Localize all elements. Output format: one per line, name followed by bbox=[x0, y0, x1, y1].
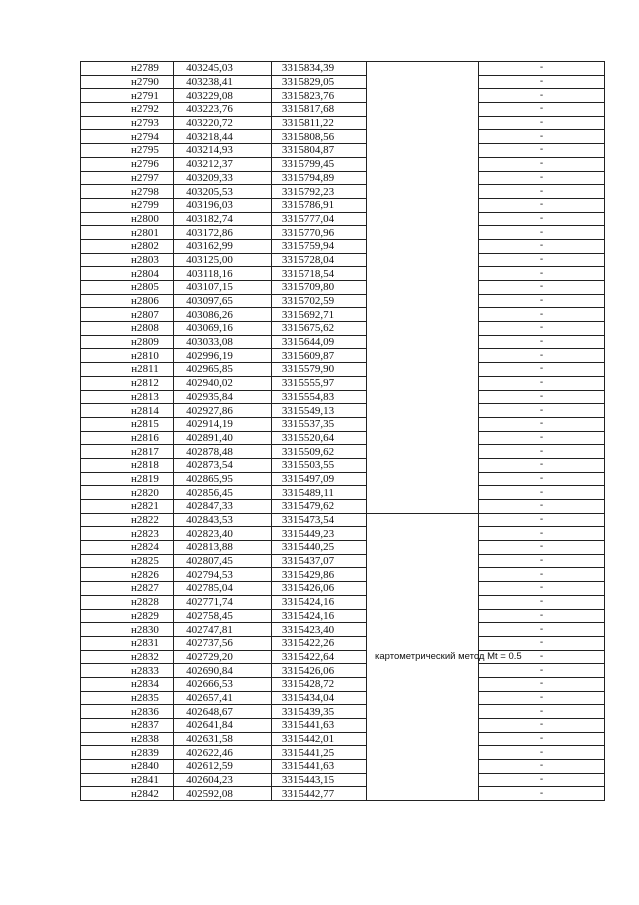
dash-cell: - bbox=[479, 308, 605, 322]
y-coordinate-cell: 3315702,59 bbox=[272, 294, 367, 308]
dash-cell: - bbox=[479, 719, 605, 733]
x-coordinate-cell: 403205,53 bbox=[174, 185, 272, 199]
x-coordinate-cell: 403238,41 bbox=[174, 75, 272, 89]
table-row bbox=[81, 144, 605, 158]
point-name-cell: н2836 bbox=[81, 705, 174, 719]
table-row bbox=[81, 103, 605, 117]
x-coordinate-cell: 403086,26 bbox=[174, 308, 272, 322]
dash-cell: - bbox=[479, 363, 605, 377]
point-name-cell: н2834 bbox=[81, 677, 174, 691]
point-name-cell: н2798 bbox=[81, 185, 174, 199]
y-coordinate-cell: 3315434,04 bbox=[272, 691, 367, 705]
table-row bbox=[81, 445, 605, 459]
x-coordinate-cell: 403223,76 bbox=[174, 103, 272, 117]
point-name-cell: н2799 bbox=[81, 198, 174, 212]
point-name-cell: н2839 bbox=[81, 746, 174, 760]
x-coordinate-cell: 403172,86 bbox=[174, 226, 272, 240]
point-name-cell: н2823 bbox=[81, 527, 174, 541]
dash-cell: - bbox=[479, 144, 605, 158]
table-row bbox=[81, 390, 605, 404]
x-coordinate-cell: 403245,03 bbox=[174, 62, 272, 76]
y-coordinate-cell: 3315424,16 bbox=[272, 595, 367, 609]
point-name-cell: н2795 bbox=[81, 144, 174, 158]
table-row bbox=[81, 322, 605, 336]
y-coordinate-cell: 3315443,15 bbox=[272, 773, 367, 787]
dash-cell: - bbox=[479, 417, 605, 431]
dash-cell: - bbox=[479, 390, 605, 404]
x-coordinate-cell: 402592,08 bbox=[174, 787, 272, 801]
y-coordinate-cell: 3315422,26 bbox=[272, 636, 367, 650]
table-row bbox=[81, 335, 605, 349]
dash-cell: - bbox=[479, 212, 605, 226]
point-name-cell: н2820 bbox=[81, 486, 174, 500]
dash-cell: - bbox=[479, 267, 605, 281]
dash-cell: - bbox=[479, 431, 605, 445]
x-coordinate-cell: 402935,84 bbox=[174, 390, 272, 404]
table-row bbox=[81, 746, 605, 760]
table-row bbox=[81, 212, 605, 226]
x-coordinate-cell: 402690,84 bbox=[174, 664, 272, 678]
dash-cell: - bbox=[479, 773, 605, 787]
y-coordinate-cell: 3315537,35 bbox=[272, 417, 367, 431]
y-coordinate-cell: 3315759,94 bbox=[272, 239, 367, 253]
coordinates-table-body bbox=[81, 62, 605, 801]
y-coordinate-cell: 3315692,71 bbox=[272, 308, 367, 322]
table-row bbox=[81, 75, 605, 89]
x-coordinate-cell: 402856,45 bbox=[174, 486, 272, 500]
table-row bbox=[81, 431, 605, 445]
dash-cell: - bbox=[479, 705, 605, 719]
table-row bbox=[81, 595, 605, 609]
x-coordinate-cell: 403218,44 bbox=[174, 130, 272, 144]
table-row bbox=[81, 732, 605, 746]
y-coordinate-cell: 3315428,72 bbox=[272, 677, 367, 691]
point-name-cell: н2809 bbox=[81, 335, 174, 349]
table-row bbox=[81, 513, 605, 527]
x-coordinate-cell: 402891,40 bbox=[174, 431, 272, 445]
x-coordinate-cell: 403162,99 bbox=[174, 239, 272, 253]
dash-cell: - bbox=[479, 239, 605, 253]
dash-cell: - bbox=[479, 376, 605, 390]
y-coordinate-cell: 3315718,54 bbox=[272, 267, 367, 281]
dash-cell: - bbox=[479, 609, 605, 623]
table-row bbox=[81, 541, 605, 555]
x-coordinate-cell: 403182,74 bbox=[174, 212, 272, 226]
y-coordinate-cell: 3315728,04 bbox=[272, 253, 367, 267]
dash-cell: - bbox=[479, 527, 605, 541]
point-name-cell: н2825 bbox=[81, 554, 174, 568]
dash-cell: - bbox=[479, 554, 605, 568]
dash-cell: - bbox=[479, 472, 605, 486]
method-text: картометрический метод Mt = 0.5 bbox=[375, 650, 522, 662]
dash-cell: - bbox=[479, 198, 605, 212]
x-coordinate-cell: 403069,16 bbox=[174, 322, 272, 336]
dash-cell: - bbox=[479, 185, 605, 199]
table-row bbox=[81, 527, 605, 541]
table-row bbox=[81, 363, 605, 377]
point-name-cell: н2822 bbox=[81, 513, 174, 527]
table-row bbox=[81, 760, 605, 774]
x-coordinate-cell: 402747,81 bbox=[174, 623, 272, 637]
point-name-cell: н2802 bbox=[81, 239, 174, 253]
x-coordinate-cell: 402873,54 bbox=[174, 458, 272, 472]
dash-cell: - bbox=[479, 760, 605, 774]
point-name-cell: н2828 bbox=[81, 595, 174, 609]
dash-cell: - bbox=[479, 281, 605, 295]
table-row bbox=[81, 636, 605, 650]
table-row bbox=[81, 417, 605, 431]
x-coordinate-cell: 402612,59 bbox=[174, 760, 272, 774]
dash-cell: - bbox=[479, 322, 605, 336]
point-name-cell: н2833 bbox=[81, 664, 174, 678]
table-row bbox=[81, 281, 605, 295]
x-coordinate-cell: 402927,86 bbox=[174, 404, 272, 418]
dash-cell: - bbox=[479, 335, 605, 349]
y-coordinate-cell: 3315554,83 bbox=[272, 390, 367, 404]
x-coordinate-cell: 403212,37 bbox=[174, 157, 272, 171]
table-row bbox=[81, 294, 605, 308]
y-coordinate-cell: 3315823,76 bbox=[272, 89, 367, 103]
y-coordinate-cell: 3315709,80 bbox=[272, 281, 367, 295]
dash-cell: - bbox=[479, 636, 605, 650]
table-row bbox=[81, 116, 605, 130]
dash-cell: - bbox=[479, 691, 605, 705]
x-coordinate-cell: 403125,00 bbox=[174, 253, 272, 267]
table-row bbox=[81, 568, 605, 582]
x-coordinate-cell: 402878,48 bbox=[174, 445, 272, 459]
table-row bbox=[81, 623, 605, 637]
point-name-cell: н2805 bbox=[81, 281, 174, 295]
y-coordinate-cell: 3315426,06 bbox=[272, 582, 367, 596]
table-row bbox=[81, 500, 605, 514]
x-coordinate-cell: 403220,72 bbox=[174, 116, 272, 130]
y-coordinate-cell: 3315473,54 bbox=[272, 513, 367, 527]
dash-cell: - bbox=[479, 541, 605, 555]
point-name-cell: н2810 bbox=[81, 349, 174, 363]
dash-cell: - bbox=[479, 62, 605, 76]
point-name-cell: н2840 bbox=[81, 760, 174, 774]
table-row bbox=[81, 582, 605, 596]
x-coordinate-cell: 403214,93 bbox=[174, 144, 272, 158]
x-coordinate-cell: 402794,53 bbox=[174, 568, 272, 582]
dash-cell: - bbox=[479, 458, 605, 472]
table-row bbox=[81, 198, 605, 212]
y-coordinate-cell: 3315811,22 bbox=[272, 116, 367, 130]
point-name-cell: н2837 bbox=[81, 719, 174, 733]
x-coordinate-cell: 402996,19 bbox=[174, 349, 272, 363]
y-coordinate-cell: 3315442,01 bbox=[272, 732, 367, 746]
y-coordinate-cell: 3315834,39 bbox=[272, 62, 367, 76]
table-row bbox=[81, 171, 605, 185]
y-coordinate-cell: 3315509,62 bbox=[272, 445, 367, 459]
x-coordinate-cell: 403209,33 bbox=[174, 171, 272, 185]
x-coordinate-cell: 402758,45 bbox=[174, 609, 272, 623]
point-name-cell: н2797 bbox=[81, 171, 174, 185]
table-row bbox=[81, 253, 605, 267]
point-name-cell: н2842 bbox=[81, 787, 174, 801]
table-row bbox=[81, 404, 605, 418]
dash-cell: - bbox=[479, 445, 605, 459]
dash-cell: - bbox=[479, 75, 605, 89]
y-coordinate-cell: 3315440,25 bbox=[272, 541, 367, 555]
y-coordinate-cell: 3315794,89 bbox=[272, 171, 367, 185]
table-row bbox=[81, 239, 605, 253]
table-row bbox=[81, 705, 605, 719]
table-row bbox=[81, 458, 605, 472]
dash-cell: - bbox=[479, 349, 605, 363]
x-coordinate-cell: 402940,02 bbox=[174, 376, 272, 390]
y-coordinate-cell: 3315520,64 bbox=[272, 431, 367, 445]
y-coordinate-cell: 3315441,25 bbox=[272, 746, 367, 760]
table-row bbox=[81, 677, 605, 691]
point-name-cell: н2821 bbox=[81, 500, 174, 514]
x-coordinate-cell: 402865,95 bbox=[174, 472, 272, 486]
x-coordinate-cell: 403033,08 bbox=[174, 335, 272, 349]
table-row bbox=[81, 719, 605, 733]
point-name-cell: н2838 bbox=[81, 732, 174, 746]
point-name-cell: н2794 bbox=[81, 130, 174, 144]
x-coordinate-cell: 402631,58 bbox=[174, 732, 272, 746]
dash-cell: - bbox=[479, 404, 605, 418]
x-coordinate-cell: 402823,40 bbox=[174, 527, 272, 541]
table-row bbox=[81, 308, 605, 322]
dash-cell: - bbox=[479, 171, 605, 185]
dash-cell: - bbox=[479, 582, 605, 596]
x-coordinate-cell: 402641,84 bbox=[174, 719, 272, 733]
table-row bbox=[81, 89, 605, 103]
table-row bbox=[81, 267, 605, 281]
dash-cell: - bbox=[479, 294, 605, 308]
point-name-cell: н2808 bbox=[81, 322, 174, 336]
point-name-cell: н2790 bbox=[81, 75, 174, 89]
x-coordinate-cell: 403097,65 bbox=[174, 294, 272, 308]
dash-cell: - bbox=[479, 500, 605, 514]
table-row bbox=[81, 609, 605, 623]
y-coordinate-cell: 3315579,90 bbox=[272, 363, 367, 377]
method-cell bbox=[367, 513, 522, 800]
y-coordinate-cell: 3315792,23 bbox=[272, 185, 367, 199]
point-name-cell: н2816 bbox=[81, 431, 174, 445]
y-coordinate-cell: 3315439,35 bbox=[272, 705, 367, 719]
dash-cell: - bbox=[479, 253, 605, 267]
y-coordinate-cell: 3315424,16 bbox=[272, 609, 367, 623]
y-coordinate-cell: 3315442,77 bbox=[272, 787, 367, 801]
point-name-cell: н2801 bbox=[81, 226, 174, 240]
y-coordinate-cell: 3315422,64 bbox=[272, 650, 367, 664]
point-name-cell: н2814 bbox=[81, 404, 174, 418]
point-name-cell: н2815 bbox=[81, 417, 174, 431]
y-coordinate-cell: 3315799,45 bbox=[272, 157, 367, 171]
y-coordinate-cell: 3315829,05 bbox=[272, 75, 367, 89]
coordinates-table bbox=[80, 61, 605, 801]
y-coordinate-cell: 3315489,11 bbox=[272, 486, 367, 500]
x-coordinate-cell: 402666,53 bbox=[174, 677, 272, 691]
y-coordinate-cell: 3315675,62 bbox=[272, 322, 367, 336]
y-coordinate-cell: 3315437,07 bbox=[272, 554, 367, 568]
point-name-cell: н2829 bbox=[81, 609, 174, 623]
dash-cell: - bbox=[479, 623, 605, 637]
dash-cell: - bbox=[479, 103, 605, 117]
y-coordinate-cell: 3315786,91 bbox=[272, 198, 367, 212]
point-name-cell: н2831 bbox=[81, 636, 174, 650]
table-row bbox=[81, 472, 605, 486]
dash-cell: - bbox=[479, 746, 605, 760]
x-coordinate-cell: 402622,46 bbox=[174, 746, 272, 760]
point-name-cell: н2803 bbox=[81, 253, 174, 267]
y-coordinate-cell: 3315609,87 bbox=[272, 349, 367, 363]
table-row bbox=[81, 664, 605, 678]
x-coordinate-cell: 402965,85 bbox=[174, 363, 272, 377]
dash-cell: - bbox=[479, 650, 605, 664]
point-name-cell: н2818 bbox=[81, 458, 174, 472]
table-row bbox=[81, 787, 605, 801]
y-coordinate-cell: 3315497,09 bbox=[272, 472, 367, 486]
x-coordinate-cell: 403118,16 bbox=[174, 267, 272, 281]
point-name-cell: н2796 bbox=[81, 157, 174, 171]
dash-cell: - bbox=[479, 513, 605, 527]
y-coordinate-cell: 3315449,23 bbox=[272, 527, 367, 541]
point-name-cell: н2819 bbox=[81, 472, 174, 486]
x-coordinate-cell: 402847,33 bbox=[174, 500, 272, 514]
table-row bbox=[81, 691, 605, 705]
table-row bbox=[81, 130, 605, 144]
point-name-cell: н2800 bbox=[81, 212, 174, 226]
y-coordinate-cell: 3315429,86 bbox=[272, 568, 367, 582]
y-coordinate-cell: 3315804,87 bbox=[272, 144, 367, 158]
y-coordinate-cell: 3315503,55 bbox=[272, 458, 367, 472]
point-name-cell: н2832 bbox=[81, 650, 174, 664]
y-coordinate-cell: 3315770,96 bbox=[272, 226, 367, 240]
point-name-cell: н2812 bbox=[81, 376, 174, 390]
x-coordinate-cell: 402737,56 bbox=[174, 636, 272, 650]
point-name-cell: н2830 bbox=[81, 623, 174, 637]
dash-cell: - bbox=[479, 130, 605, 144]
dash-cell: - bbox=[479, 486, 605, 500]
table-row bbox=[81, 773, 605, 787]
dash-cell: - bbox=[479, 226, 605, 240]
table-row bbox=[81, 486, 605, 500]
x-coordinate-cell: 402813,88 bbox=[174, 541, 272, 555]
table-row bbox=[81, 226, 605, 240]
point-name-cell: н2806 bbox=[81, 294, 174, 308]
table-row bbox=[81, 650, 605, 664]
table-row bbox=[81, 349, 605, 363]
dash-cell: - bbox=[479, 787, 605, 801]
dash-cell: - bbox=[479, 677, 605, 691]
point-name-cell: н2841 bbox=[81, 773, 174, 787]
y-coordinate-cell: 3315555,97 bbox=[272, 376, 367, 390]
point-name-cell: н2811 bbox=[81, 363, 174, 377]
x-coordinate-cell: 402648,67 bbox=[174, 705, 272, 719]
y-coordinate-cell: 3315817,68 bbox=[272, 103, 367, 117]
y-coordinate-cell: 3315777,04 bbox=[272, 212, 367, 226]
dash-cell: - bbox=[479, 664, 605, 678]
x-coordinate-cell: 402843,53 bbox=[174, 513, 272, 527]
x-coordinate-cell: 402807,45 bbox=[174, 554, 272, 568]
point-name-cell: н2792 bbox=[81, 103, 174, 117]
point-name-cell: н2789 bbox=[81, 62, 174, 76]
point-name-cell: н2791 bbox=[81, 89, 174, 103]
point-name-cell: н2793 bbox=[81, 116, 174, 130]
x-coordinate-cell: 402604,23 bbox=[174, 773, 272, 787]
dash-cell: - bbox=[479, 89, 605, 103]
y-coordinate-cell: 3315808,56 bbox=[272, 130, 367, 144]
table-row bbox=[81, 62, 605, 76]
dash-cell: - bbox=[479, 568, 605, 582]
x-coordinate-cell: 403107,15 bbox=[174, 281, 272, 295]
x-coordinate-cell: 402729,20 bbox=[174, 650, 272, 664]
x-coordinate-cell: 402914,19 bbox=[174, 417, 272, 431]
point-name-cell: н2817 bbox=[81, 445, 174, 459]
x-coordinate-cell: 402771,74 bbox=[174, 595, 272, 609]
method-cell-upper bbox=[367, 62, 479, 514]
point-name-cell: н2813 bbox=[81, 390, 174, 404]
point-name-cell: н2827 bbox=[81, 582, 174, 596]
y-coordinate-cell: 3315441,63 bbox=[272, 719, 367, 733]
y-coordinate-cell: 3315644,09 bbox=[272, 335, 367, 349]
dash-cell: - bbox=[479, 595, 605, 609]
table-row bbox=[81, 157, 605, 171]
table-row bbox=[81, 185, 605, 199]
point-name-cell: н2804 bbox=[81, 267, 174, 281]
y-coordinate-cell: 3315426,06 bbox=[272, 664, 367, 678]
point-name-cell: н2826 bbox=[81, 568, 174, 582]
x-coordinate-cell: 403229,08 bbox=[174, 89, 272, 103]
y-coordinate-cell: 3315479,62 bbox=[272, 500, 367, 514]
x-coordinate-cell: 402785,04 bbox=[174, 582, 272, 596]
dash-cell: - bbox=[479, 116, 605, 130]
table-row bbox=[81, 554, 605, 568]
x-coordinate-cell: 402657,41 bbox=[174, 691, 272, 705]
point-name-cell: н2824 bbox=[81, 541, 174, 555]
point-name-cell: н2835 bbox=[81, 691, 174, 705]
dash-cell: - bbox=[479, 157, 605, 171]
dash-cell: - bbox=[479, 732, 605, 746]
point-name-cell: н2807 bbox=[81, 308, 174, 322]
table-row bbox=[81, 376, 605, 390]
y-coordinate-cell: 3315441,63 bbox=[272, 760, 367, 774]
y-coordinate-cell: 3315423,40 bbox=[272, 623, 367, 637]
x-coordinate-cell: 403196,03 bbox=[174, 198, 272, 212]
y-coordinate-cell: 3315549,13 bbox=[272, 404, 367, 418]
